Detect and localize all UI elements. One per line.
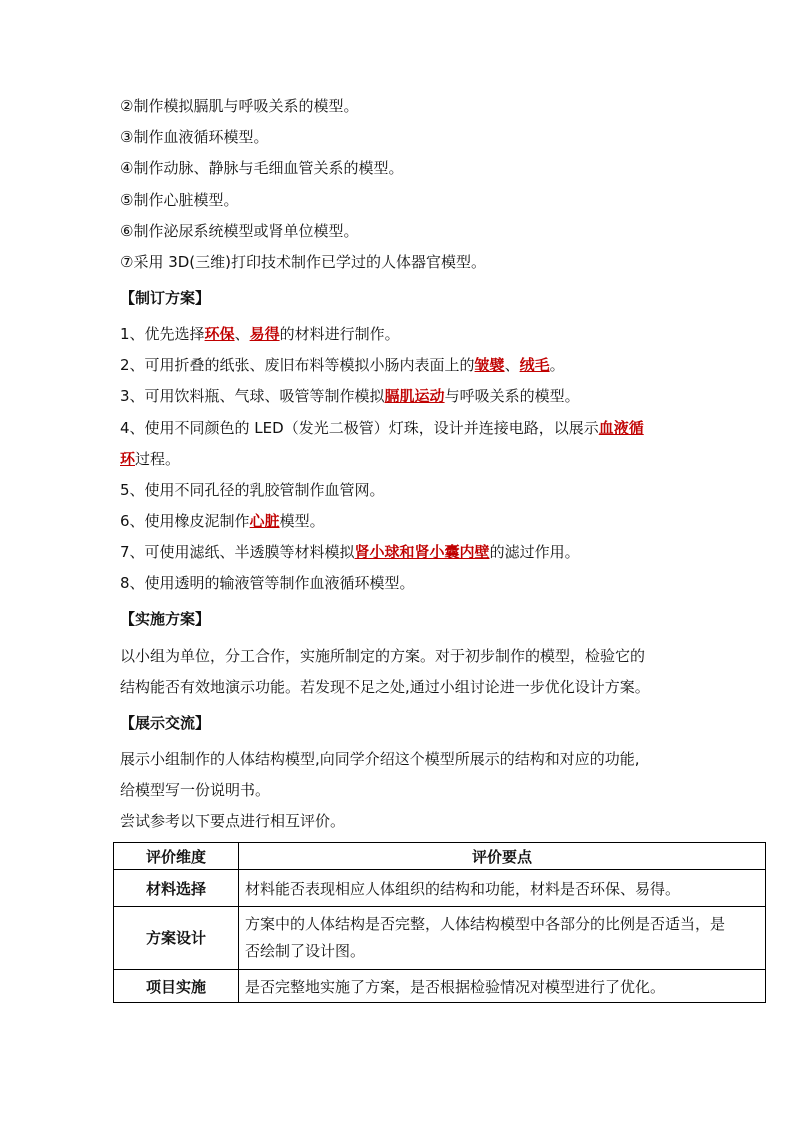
- highlight-text: 皱襞: [474, 356, 505, 374]
- table-cell-dimension: 项目实施: [114, 970, 239, 1003]
- table-cell-dimension: 方案设计: [114, 907, 239, 970]
- column-header: 评价维度: [114, 843, 239, 870]
- list-item: ②制作模拟膈肌与呼吸关系的模型。: [120, 97, 359, 115]
- section-heading-exchange: 【展示交流】: [120, 714, 211, 732]
- table-row: [114, 970, 766, 1003]
- table-row: [114, 870, 766, 907]
- text: 7、可使用滤纸、半透膜等材料模拟: [120, 543, 355, 561]
- plan-item-6: [120, 511, 325, 531]
- text: 1、优先选择: [120, 325, 205, 343]
- plan-item-4: [120, 418, 644, 438]
- text: 。: [549, 356, 565, 374]
- paragraph: 给模型写一份说明书。: [120, 781, 271, 799]
- text: 3、可用饮料瓶、气球、吸管等制作模拟: [120, 387, 385, 405]
- highlight-text: 环保: [204, 325, 235, 343]
- cell-line: 否绘制了设计图。: [245, 942, 366, 960]
- section-heading-implement: 【实施方案】: [120, 610, 211, 628]
- highlight-text: 膈肌运动: [384, 387, 445, 405]
- highlight-text: 绒毛: [519, 356, 550, 374]
- cell-line: 方案中的人体结构是否完整，人体结构模型中各部分的比例是否适当，是: [245, 915, 726, 933]
- plan-item-2: [120, 355, 565, 375]
- plan-item-1: [120, 324, 400, 344]
- plan-item-5: 5、使用不同孔径的乳胶管制作血管网。: [120, 481, 385, 499]
- text: 2、可用折叠的纸张、废旧布料等模拟小肠内表面上的: [120, 356, 475, 374]
- table-cell-point: 是否完整地实施了方案，是否根据检验情况对模型进行了优化。: [239, 970, 766, 1003]
- list-item: ⑦采用 3D(三维)打印技术制作已学过的人体器官模型。: [120, 253, 487, 271]
- table-header-row: [114, 843, 766, 870]
- text: 的滤过作用。: [489, 543, 580, 561]
- text: 4、使用不同颜色的 LED（发光二极管）灯珠，设计并连接电路，以展示: [120, 419, 599, 437]
- section-heading-plan: 【制订方案】: [120, 289, 211, 307]
- list-item: ⑤制作心脏模型。: [120, 191, 239, 209]
- text: 与呼吸关系的模型。: [444, 387, 580, 405]
- plan-item-8: 8、使用透明的输液管等制作血液循环模型。: [120, 574, 415, 592]
- column-header: 评价要点: [239, 843, 766, 870]
- highlight-text: 心脏: [249, 512, 280, 530]
- evaluation-table: [113, 842, 766, 1003]
- highlight-text: 易得: [249, 325, 280, 343]
- paragraph: 尝试参考以下要点进行相互评价。: [120, 812, 346, 830]
- table-cell-dimension: 材料选择: [114, 870, 239, 907]
- highlight-text: 环: [120, 450, 136, 468]
- highlight-text: 肾小球和肾小囊内壁: [354, 543, 490, 561]
- highlight-text: 血液循: [598, 419, 644, 437]
- plan-item-4-cont: [120, 449, 180, 469]
- text: 、: [234, 325, 250, 343]
- list-item: ③制作血液循环模型。: [120, 128, 269, 146]
- text: 模型。: [279, 512, 325, 530]
- table-row: [114, 907, 766, 970]
- plan-item-3: [120, 386, 580, 406]
- paragraph: 展示小组制作的人体结构模型,向同学介绍这个模型所展示的结构和对应的功能,: [120, 750, 640, 768]
- text: 6、使用橡皮泥制作: [120, 512, 250, 530]
- list-item: ④制作动脉、静脉与毛细血管关系的模型。: [120, 159, 404, 177]
- table-cell-point: 材料能否表现相应人体组织的结构和功能，材料是否环保、易得。: [239, 870, 766, 907]
- paragraph: 结构能否有效地演示功能。若发现不足之处,通过小组讨论进一步优化设计方案。: [120, 678, 650, 696]
- table-cell-point: [239, 907, 766, 970]
- paragraph: 以小组为单位，分工合作，实施所制定的方案。对于初步制作的模型，检验它的: [120, 647, 646, 665]
- text: 、: [504, 356, 520, 374]
- text: 的材料进行制作。: [279, 325, 400, 343]
- text: 过程。: [135, 450, 181, 468]
- list-item: ⑥制作泌尿系统模型或肾单位模型。: [120, 222, 359, 240]
- plan-item-7: [120, 542, 580, 562]
